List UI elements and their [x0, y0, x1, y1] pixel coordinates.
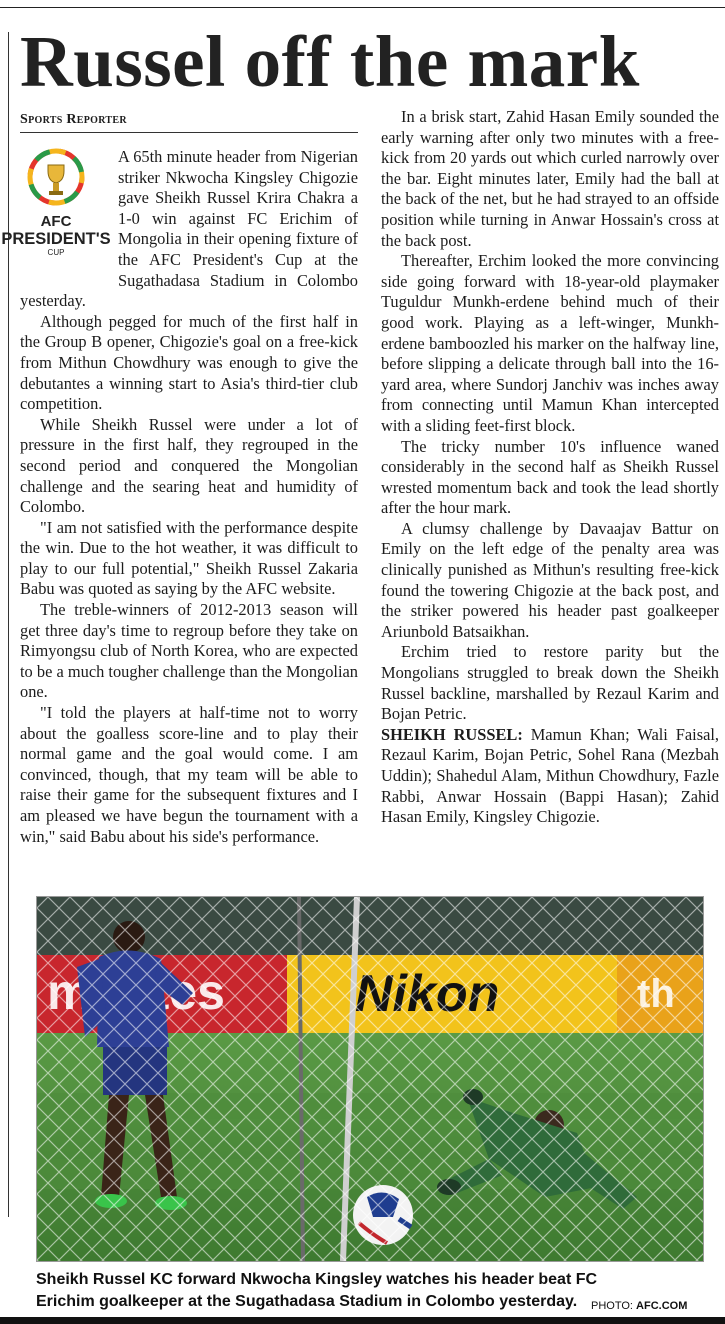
paragraph: "I told the players at half-time not to worry about the goalless score-line and to play their normal game and the goal would come. I am convinced, though, that my team will be able to raise their game for the subsequent fixtures and I am pleased we have begun the tournament with a win," said Babu about his side's performance. — [20, 703, 358, 846]
byline: Sports Reporter — [20, 112, 358, 133]
logo-text-presidents: PRESIDENT'S — [1, 230, 111, 248]
paragraph: In a brisk start, Zahid Hasan Emily sounded the early warning after only two minutes with a free-kick from 20 yards out which curled narrowly over the bar. Eight minutes later, Emily had the ball at the back of the net, but he had strayed to an offside position while turning in Anwar Hossain's cross at the back post. — [381, 107, 719, 250]
credit-label: PHOTO: — [591, 1300, 633, 1312]
match-photo — [36, 896, 704, 1262]
paragraph: While Sheikh Russel were under a lot of pressure in the first half, they regrouped in the second period and conquered the Mongolian challenge and the searing heat and humidity of Colombo. — [20, 414, 358, 517]
paragraph: A 65th minute header from Nigerian striker Nkwocha Kingsley Chigozie gave Sheikh Russel Krira Chakra a 1-0 win against FC Erichim of Mongolia in their opening fixture of the AFC President's Cup at the Sugathadasa Stadium in Colombo yesterday. — [20, 147, 358, 311]
lineup-players: Mamun Khan; Wali Faisal, Rezaul Karim, Bojan Petric, Sohel Rana (Mezbah Uddin); Shahedul Alam, Mithun Chowdhury, Fazle Rabbi, Anwar Hossain (Bappi Hasan); Zahid Hasan Emily, Kingsley Chigozie. — [381, 724, 719, 827]
paragraph: Thereafter, Erchim looked the more convincing side going forward with 18-year-old playmaker Tuguldur Munkh-erdene behind much of their good work. Playing as a left-winger, Munkh-erdene bamboozled his marker on the halfway line, before slipping a delicate through ball into the 16-yard area, where Sundorj Janchiv was inches away from connecting until Mamun Khan intercepted with a sliding feet-first block. — [381, 251, 719, 435]
paragraph: "I am not satisfied with the performance despite the win. Due to the hot weather, it was difficult to play to our full potential," Sheikh Russel Zakaria Babu was quoted as saying by the AFC website. — [20, 517, 358, 599]
article-column-1 — [1, 147, 358, 847]
trophy-emblem-icon — [21, 147, 91, 213]
credit-source: AFC.COM — [636, 1300, 688, 1312]
logo-text-afc: AFC — [40, 213, 72, 230]
bottom-rule — [0, 1317, 725, 1324]
paragraph: Erchim tried to restore parity but the Mongolians struggled to break down the Sheikh Russel backline, marshalled by Rezaul Karim and Bojan Petric. — [381, 642, 719, 724]
photo-credit — [591, 1300, 687, 1312]
paragraph: Although pegged for much of the first half in the Group B opener, Chigozie's goal on a free-kick from Mithun Chowdhury was enough to give the debutantes a winning start to Asia's third-tier club competition. — [20, 311, 358, 414]
top-rule — [0, 7, 725, 8]
team-lineup — [381, 725, 719, 828]
goal-net-overlay — [37, 897, 703, 1261]
article-column-2 — [381, 107, 719, 828]
afc-presidents-cup-logo — [0, 147, 112, 273]
logo-text-cup: CUP — [47, 248, 65, 257]
paragraph: The treble-winners of 2012-2013 season will get three day's time to regroup before they take on Rimyongsu club of North Korea, who are expected to be a much tougher challenge than the Mongolian one. — [20, 600, 358, 702]
paragraph: A clumsy challenge by Davaajav Battur on Emily on the left edge of the penalty area was clinically punished as Mithun's resulting free-kick found the towering Chigozie at the back post, and the striker powered his header past goalkeeper Ariunbold Batsaikhan. — [381, 518, 719, 641]
headline: Russel off the mark — [20, 21, 640, 102]
match-photo-illustration — [37, 897, 703, 1261]
paragraph: The tricky number 10's influence waned considerably in the second half as Sheikh Russel wrested momentum back and took the lead shortly after the hour mark. — [381, 436, 719, 518]
photo-caption: Sheikh Russel KC forward Nkwocha Kingsley watches his header beat FC Erichim goalkeeper at the Sugathadasa Stadium in Colombo yesterday. — [36, 1271, 598, 1310]
lineup-label: SHEIKH RUSSEL: — [381, 724, 523, 744]
